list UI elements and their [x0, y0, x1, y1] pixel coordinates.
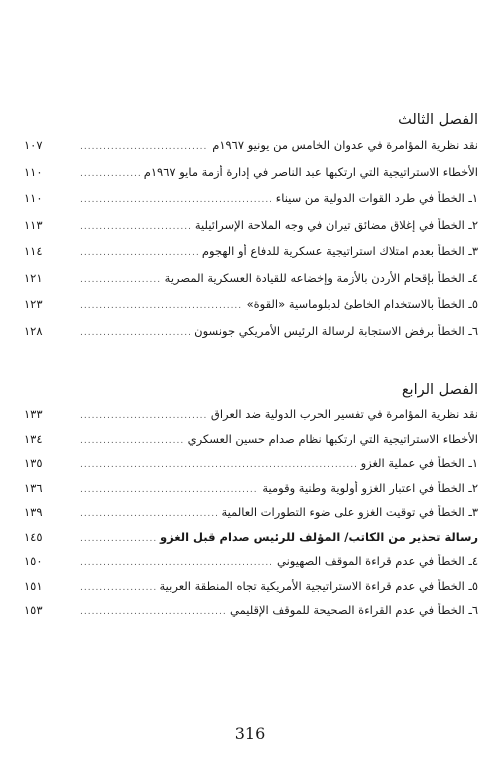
toc-entry — [18, 598, 478, 623]
dot-leader — [80, 607, 226, 617]
dot-leader — [80, 222, 191, 232]
toc-entry-page-number: ١١٤ — [24, 244, 43, 259]
toc-entry-page-number: ١٢١ — [24, 270, 43, 285]
toc-entry-body — [80, 407, 478, 421]
toc-entry-title: ٦ـ الخطأ برفض الاستجابة لرسالة الرئيس الأمريكي جونسون — [194, 323, 478, 338]
dot-leader — [80, 248, 198, 258]
page-number: 316 — [234, 724, 266, 743]
toc-entry-page-number: ١١٠ — [24, 164, 43, 179]
dot-leader — [80, 275, 161, 285]
toc-entry-title: نقد نظرية المؤامرة في عدوان الخامس من يونيو ١٩٦٧م — [212, 138, 478, 153]
toc-entry-body — [80, 603, 478, 617]
toc-entry-title: ٣ـ الخطأ بعدم امتلاك استراتيجية عسكرية للدفاع أو الهجوم — [201, 244, 478, 259]
toc-entry — [18, 185, 478, 212]
toc-entry-title: الأخطاء الاستراتيجية التي ارتكبها نظام صدام حسين العسكري — [187, 431, 478, 446]
toc-entry-page-number: ١٥٣ — [24, 603, 43, 618]
toc-entry-title: ٤ـ الخطأ بإقحام الأردن بالأزمة وإخضاعه للقيادة العسكرية المصرية — [164, 270, 478, 285]
toc-entry-page-number: ١٢٣ — [24, 297, 43, 312]
toc-entry — [18, 212, 478, 239]
toc-entry-body — [80, 218, 478, 232]
dot-leader — [80, 485, 258, 495]
dot-leader — [80, 534, 156, 544]
toc-entry-title: نقد نظرية المؤامرة في تفسير الحرب الدولية ضد العراق — [210, 407, 478, 422]
toc-entry — [18, 402, 478, 427]
toc-entry-body — [80, 505, 478, 519]
toc-entry-page-number: ١٢٨ — [24, 323, 43, 338]
dot-leader — [80, 301, 243, 311]
chapter-4-heading: الفصل الرابع — [401, 382, 478, 398]
toc-entry-body — [80, 324, 478, 338]
toc-entry-page-number: ١١٣ — [24, 217, 43, 232]
toc-entry-body — [80, 271, 478, 285]
toc-entry-page-number: ١٤٥ — [24, 529, 43, 544]
toc-entry-title: ١ـ الخطأ في طرد القوات الدولية من سيناء — [275, 191, 478, 206]
chapter-3-heading: الفصل الثالث — [398, 112, 478, 128]
toc-entry-body — [80, 297, 478, 311]
toc-entry-title: ٣ـ الخطأ في توقيت الغزو على ضوء التطورات العالمية — [221, 505, 478, 520]
dot-leader — [80, 169, 140, 179]
toc-entry-body — [80, 579, 478, 593]
chapter-4-entry-list — [18, 402, 478, 623]
toc-entry-body — [80, 191, 478, 205]
toc-entry — [18, 476, 478, 501]
toc-entry-page-number: ١٥٠ — [24, 554, 43, 569]
toc-entry-page-number: ١١٠ — [24, 191, 43, 206]
toc-entry — [18, 451, 478, 476]
toc-entry — [18, 291, 478, 318]
toc-entry-title: الأخطاء الاستراتيجية التي ارتكبها عبد الناصر في إدارة أزمة مايو ١٩٦٧م — [143, 164, 478, 179]
dot-leader — [80, 583, 156, 593]
toc-entry — [18, 549, 478, 574]
toc-entry-body — [80, 456, 478, 470]
toc-entry-title: ٥ـ الخطأ بالاستخدام الخاطئ لدبلوماسية «القوة» — [246, 297, 478, 312]
chapter-4-toc — [18, 378, 478, 623]
toc-entry — [18, 427, 478, 452]
toc-entry-body — [80, 481, 478, 495]
toc-entry — [18, 574, 478, 599]
toc-entry-body — [80, 244, 478, 258]
dot-leader — [80, 558, 273, 568]
toc-entry-title: ١ـ الخطأ في عملية الغزو — [360, 456, 478, 471]
toc-entry-page-number: ١٣٣ — [24, 407, 43, 422]
toc-entry-body — [80, 554, 478, 568]
dot-leader — [80, 460, 357, 470]
toc-entry — [18, 132, 478, 159]
toc-entry-title: ٢ـ الخطأ في اعتبار الغزو أولوية وطنية وقومية — [262, 480, 478, 495]
toc-entry-body — [80, 432, 478, 446]
toc-entry-page-number: ١٥١ — [24, 578, 43, 593]
toc-entry — [18, 318, 478, 345]
dot-leader — [80, 509, 217, 519]
toc-entry-page-number: ١٣٩ — [24, 505, 43, 520]
toc-entry-body — [80, 530, 478, 544]
toc-entry — [18, 500, 478, 525]
toc-entry-title: ٥ـ الخطأ في عدم قراءة الاستراتيجية الأمريكية تجاه المنطقة العربية — [159, 578, 478, 593]
toc-entry — [18, 525, 478, 550]
toc-entry-title: ٢ـ الخطأ في إغلاق مضائق تيران في وجه الملاحة الإسرائيلية — [194, 217, 478, 232]
chapter-3-entry-list — [18, 132, 478, 344]
toc-entry-page-number: ١٣٥ — [24, 456, 43, 471]
dot-leader — [80, 328, 190, 338]
dot-leader — [80, 411, 207, 421]
toc-entry-body — [80, 165, 478, 179]
toc-entry-page-number: ١٠٧ — [24, 138, 43, 153]
dot-leader — [80, 195, 272, 205]
toc-entry-page-number: ١٣٤ — [24, 431, 43, 446]
toc-entry-title: رسالة تحذير من الكاتب/ المؤلف للرئيس صدام قبل الغزو — [159, 529, 478, 544]
dot-leader — [80, 142, 208, 152]
toc-entry-title: ٤ـ الخطأ في عدم قراءة الموقف الصهيوني — [277, 554, 478, 569]
toc-entry-body — [80, 138, 478, 152]
dot-leader — [80, 436, 184, 446]
chapter-3-toc — [18, 108, 478, 344]
toc-entry-title: ٦ـ الخطأ في عدم القراءة الصحيحة للموقف الإقليمي — [229, 603, 478, 618]
toc-entry — [18, 238, 478, 265]
toc-entry-page-number: ١٣٦ — [24, 480, 43, 495]
toc-entry — [18, 159, 478, 186]
toc-entry — [18, 265, 478, 292]
